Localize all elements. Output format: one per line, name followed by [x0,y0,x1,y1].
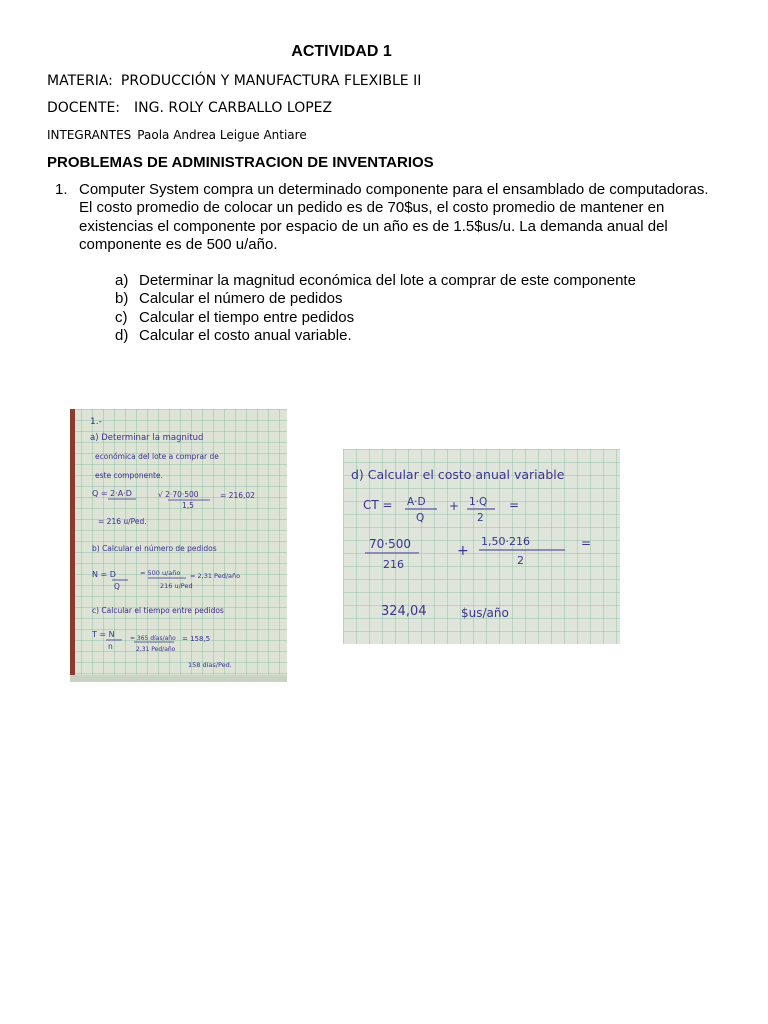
photo-text: d) Calcular el costo anual variable [351,467,565,482]
materia-label: MATERIA: [47,73,113,89]
photo-text: CT = [363,498,393,512]
subquestion-label: a) [115,272,129,289]
integrantes-label: INTEGRANTES [47,128,132,142]
docente-label: DOCENTE: [47,100,121,116]
photo-text: A·D [407,496,426,508]
photo-text: 216 [383,558,404,571]
integrantes-value: Paola Andrea Leigue Antiare [137,128,307,142]
photo-text: √ 2·70·500 [158,490,199,499]
photo-text: 2 [517,554,524,567]
subquestion-label: c) [115,308,128,326]
problem-text: Computer System compra un determinado componente para el ensamblado de computadoras. El costo promedio de colocar un pedido es de 70$us, el costo promedio de mantener en existencias el componente por espacio de un año es de 1.5$us/u. La demanda anual del componente es de 500 u/año. [79,181,709,253]
photo-text: 1.- [90,417,102,427]
photo-text: + [449,499,460,513]
photo-text: este componente. [95,471,163,480]
photo-text: T = N [92,630,115,639]
photo-text: Q [114,582,120,591]
photo-text: Q = 2·A·D [92,489,132,498]
section-title: PROBLEMAS DE ADMINISTRACION DE INVENTARIOS [47,154,434,171]
photo-text: = [581,536,592,550]
handwritten-photo-right [343,449,620,644]
photo-text: = 500 u/año [140,569,181,577]
subquestion-d [115,327,636,345]
integrantes-line [47,128,307,142]
photo-text: = 158,5 [182,635,211,643]
page-title: ACTIVIDAD 1 [291,43,392,60]
subquestion-text: Calcular el costo anual variable. [139,326,352,344]
photo-text: 2,31 Ped/año [136,646,176,653]
subquestion-label: d) [115,326,129,344]
docente-line [47,100,332,116]
materia-line [47,73,421,89]
photo-text: = 365 días/año [130,635,176,642]
photo-text: N = D [92,570,116,579]
photo-text: 158 días/Ped. [188,661,232,669]
subquestion-list [115,272,636,345]
handwritten-photo-left [70,409,287,682]
photo-text: n [108,642,113,651]
photo-text: = 216,02 [220,491,255,500]
photo-text: c) Calcular el tiempo entre pedidos [92,606,224,615]
photo-text: 2 [477,512,484,524]
photo-text: 1,50·216 [481,535,530,548]
subquestion-b [115,290,636,308]
photo-text: + [457,543,469,559]
materia-value: PRODUCCIÓN Y MANUFACTURA FLEXIBLE II [120,73,422,89]
photo-text: = 216 u/Ped. [98,517,147,526]
photo-text: económica del lote a comprar de [95,452,219,461]
subquestion-c [115,309,636,327]
photo-text: 70·500 [369,537,411,551]
subquestion-text: Calcular el tiempo entre pedidos [139,308,355,326]
subquestion-label: b) [115,290,129,308]
photo-text: a) Determinar la magnitud [90,433,204,443]
subquestion-text: Calcular el número de pedidos [139,290,343,308]
photo-text: 216 u/Ped [160,582,193,590]
docente-value: ING. ROLY CARBALLO LOPEZ [134,100,333,116]
photo-text: $us/año [461,606,509,620]
photo-text: = 2,31 Ped/año [190,572,241,580]
photo-text: Q [416,512,425,524]
photo-text: = [509,498,520,512]
photo-text: 1·Q [469,496,488,508]
problem-number: 1. [55,181,68,198]
subquestion-text: Determinar la magnitud económica del lote a comprar de este componente [139,272,636,289]
subquestion-a [115,272,636,290]
photo-text: 324,04 [381,604,427,619]
problem-1 [55,181,715,254]
photo-text: 1,5 [182,501,194,510]
photo-text: b) Calcular el número de pedidos [92,544,217,553]
